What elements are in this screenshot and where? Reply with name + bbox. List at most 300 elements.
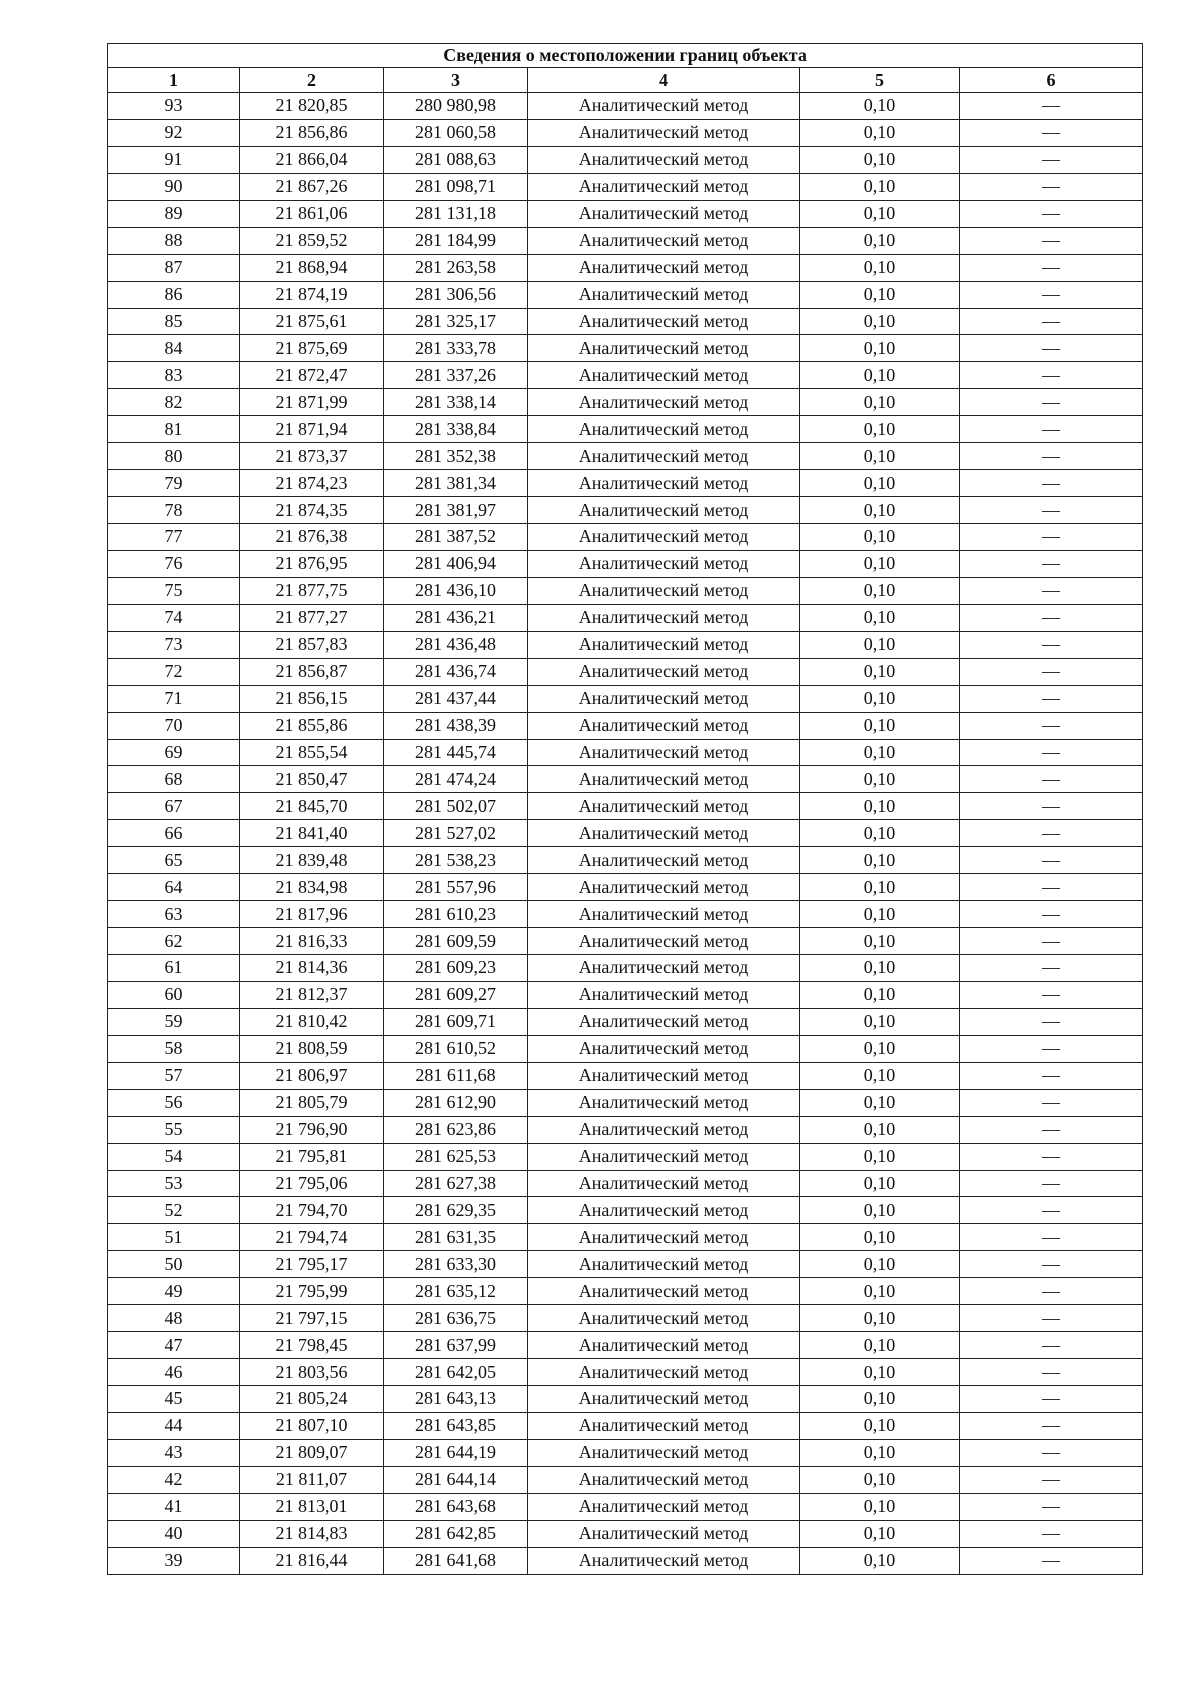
- cell-coordinate-x: 21 795,99: [240, 1278, 384, 1305]
- cell-point-number: 43: [108, 1439, 240, 1466]
- cell-method: Аналитический метод: [528, 281, 800, 308]
- cell-description: —: [960, 173, 1143, 200]
- cell-coordinate-y: 281 436,10: [384, 577, 528, 604]
- cell-coordinate-y: 281 088,63: [384, 146, 528, 173]
- cell-coordinate-x: 21 806,97: [240, 1062, 384, 1089]
- cell-point-number: 91: [108, 146, 240, 173]
- cell-method: Аналитический метод: [528, 820, 800, 847]
- cell-coordinate-x: 21 877,27: [240, 604, 384, 631]
- cell-description: —: [960, 739, 1143, 766]
- cell-accuracy: 0,10: [800, 1143, 960, 1170]
- cell-accuracy: 0,10: [800, 847, 960, 874]
- cell-accuracy: 0,10: [800, 227, 960, 254]
- cell-method: Аналитический метод: [528, 1305, 800, 1332]
- cell-accuracy: 0,10: [800, 1466, 960, 1493]
- cell-method: Аналитический метод: [528, 1170, 800, 1197]
- cell-description: —: [960, 1143, 1143, 1170]
- table-row: [108, 1466, 1143, 1493]
- cell-method: Аналитический метод: [528, 1251, 800, 1278]
- table-row: [108, 1520, 1143, 1547]
- cell-description: —: [960, 362, 1143, 389]
- cell-coordinate-y: 281 306,56: [384, 281, 528, 308]
- cell-coordinate-y: 281 557,96: [384, 874, 528, 901]
- cell-description: —: [960, 1520, 1143, 1547]
- table-row: [108, 577, 1143, 604]
- cell-method: Аналитический метод: [528, 497, 800, 524]
- cell-description: —: [960, 712, 1143, 739]
- cell-accuracy: 0,10: [800, 1412, 960, 1439]
- cell-point-number: 58: [108, 1035, 240, 1062]
- cell-description: —: [960, 874, 1143, 901]
- cell-method: Аналитический метод: [528, 793, 800, 820]
- cell-description: —: [960, 227, 1143, 254]
- cell-method: Аналитический метод: [528, 1412, 800, 1439]
- cell-point-number: 39: [108, 1547, 240, 1574]
- cell-point-number: 62: [108, 928, 240, 955]
- cell-description: —: [960, 416, 1143, 443]
- table-row: [108, 308, 1143, 335]
- cell-coordinate-y: 281 643,85: [384, 1412, 528, 1439]
- cell-accuracy: 0,10: [800, 793, 960, 820]
- cell-coordinate-x: 21 794,70: [240, 1197, 384, 1224]
- cell-point-number: 74: [108, 604, 240, 631]
- table-row: [108, 1089, 1143, 1116]
- cell-coordinate-y: 281 610,23: [384, 901, 528, 928]
- cell-point-number: 64: [108, 874, 240, 901]
- cell-method: Аналитический метод: [528, 631, 800, 658]
- cell-accuracy: 0,10: [800, 1170, 960, 1197]
- cell-coordinate-y: 281 627,38: [384, 1170, 528, 1197]
- cell-coordinate-y: 281 338,14: [384, 389, 528, 416]
- cell-description: —: [960, 497, 1143, 524]
- cell-method: Аналитический метод: [528, 362, 800, 389]
- cell-accuracy: 0,10: [800, 604, 960, 631]
- cell-coordinate-x: 21 874,35: [240, 497, 384, 524]
- table-row: [108, 550, 1143, 577]
- cell-coordinate-x: 21 855,54: [240, 739, 384, 766]
- cell-accuracy: 0,10: [800, 981, 960, 1008]
- cell-point-number: 88: [108, 227, 240, 254]
- cell-accuracy: 0,10: [800, 820, 960, 847]
- cell-accuracy: 0,10: [800, 1547, 960, 1574]
- table-row: [108, 847, 1143, 874]
- cell-coordinate-x: 21 834,98: [240, 874, 384, 901]
- cell-coordinate-y: 281 629,35: [384, 1197, 528, 1224]
- cell-coordinate-x: 21 803,56: [240, 1359, 384, 1386]
- table-row: [108, 1439, 1143, 1466]
- cell-description: —: [960, 631, 1143, 658]
- cell-description: —: [960, 1466, 1143, 1493]
- cell-coordinate-y: 281 338,84: [384, 416, 528, 443]
- cell-accuracy: 0,10: [800, 874, 960, 901]
- cell-point-number: 54: [108, 1143, 240, 1170]
- cell-point-number: 79: [108, 470, 240, 497]
- table-row: [108, 1251, 1143, 1278]
- cell-point-number: 63: [108, 901, 240, 928]
- cell-point-number: 71: [108, 685, 240, 712]
- cell-coordinate-y: 281 642,05: [384, 1359, 528, 1386]
- cell-coordinate-y: 281 609,59: [384, 928, 528, 955]
- cell-accuracy: 0,10: [800, 1224, 960, 1251]
- cell-point-number: 66: [108, 820, 240, 847]
- cell-coordinate-y: 281 502,07: [384, 793, 528, 820]
- cell-coordinate-y: 281 633,30: [384, 1251, 528, 1278]
- cell-coordinate-x: 21 795,81: [240, 1143, 384, 1170]
- cell-coordinate-y: 281 436,48: [384, 631, 528, 658]
- cell-point-number: 80: [108, 443, 240, 470]
- cell-coordinate-y: 281 352,38: [384, 443, 528, 470]
- cell-point-number: 70: [108, 712, 240, 739]
- table-row: [108, 874, 1143, 901]
- table-row: [108, 362, 1143, 389]
- cell-description: —: [960, 847, 1143, 874]
- column-header-6: 6: [960, 68, 1143, 93]
- cell-accuracy: 0,10: [800, 1520, 960, 1547]
- cell-point-number: 51: [108, 1224, 240, 1251]
- cell-coordinate-y: 281 263,58: [384, 254, 528, 281]
- table-row: [108, 524, 1143, 551]
- table-row: [108, 470, 1143, 497]
- cell-method: Аналитический метод: [528, 1493, 800, 1520]
- table-row: [108, 389, 1143, 416]
- cell-method: Аналитический метод: [528, 928, 800, 955]
- cell-accuracy: 0,10: [800, 712, 960, 739]
- cell-point-number: 83: [108, 362, 240, 389]
- cell-point-number: 56: [108, 1089, 240, 1116]
- cell-accuracy: 0,10: [800, 1197, 960, 1224]
- cell-accuracy: 0,10: [800, 631, 960, 658]
- cell-coordinate-x: 21 807,10: [240, 1412, 384, 1439]
- table-row: [108, 928, 1143, 955]
- cell-coordinate-x: 21 841,40: [240, 820, 384, 847]
- cell-description: —: [960, 928, 1143, 955]
- cell-coordinate-y: 281 184,99: [384, 227, 528, 254]
- cell-coordinate-y: 281 438,39: [384, 712, 528, 739]
- cell-description: —: [960, 1386, 1143, 1413]
- cell-description: —: [960, 281, 1143, 308]
- cell-coordinate-x: 21 795,17: [240, 1251, 384, 1278]
- cell-coordinate-x: 21 859,52: [240, 227, 384, 254]
- cell-method: Аналитический метод: [528, 308, 800, 335]
- cell-accuracy: 0,10: [800, 1008, 960, 1035]
- cell-method: Аналитический метод: [528, 1466, 800, 1493]
- cell-description: —: [960, 1439, 1143, 1466]
- cell-method: Аналитический метод: [528, 685, 800, 712]
- cell-description: —: [960, 308, 1143, 335]
- cell-method: Аналитический метод: [528, 577, 800, 604]
- cell-method: Аналитический метод: [528, 470, 800, 497]
- table-row: [108, 173, 1143, 200]
- cell-method: Аналитический метод: [528, 200, 800, 227]
- cell-point-number: 53: [108, 1170, 240, 1197]
- cell-point-number: 92: [108, 119, 240, 146]
- cell-method: Аналитический метод: [528, 901, 800, 928]
- cell-accuracy: 0,10: [800, 254, 960, 281]
- cell-point-number: 82: [108, 389, 240, 416]
- cell-point-number: 65: [108, 847, 240, 874]
- cell-coordinate-x: 21 876,95: [240, 550, 384, 577]
- cell-coordinate-y: 281 637,99: [384, 1332, 528, 1359]
- table-row: [108, 254, 1143, 281]
- cell-method: Аналитический метод: [528, 1197, 800, 1224]
- cell-description: —: [960, 1116, 1143, 1143]
- cell-coordinate-y: 281 609,23: [384, 955, 528, 982]
- cell-description: —: [960, 766, 1143, 793]
- cell-description: —: [960, 981, 1143, 1008]
- cell-coordinate-x: 21 875,61: [240, 308, 384, 335]
- column-header-2: 2: [240, 68, 384, 93]
- cell-point-number: 78: [108, 497, 240, 524]
- cell-description: —: [960, 1035, 1143, 1062]
- cell-coordinate-x: 21 839,48: [240, 847, 384, 874]
- table-row: [108, 955, 1143, 982]
- cell-accuracy: 0,10: [800, 766, 960, 793]
- cell-accuracy: 0,10: [800, 497, 960, 524]
- cell-coordinate-y: 281 643,68: [384, 1493, 528, 1520]
- cell-accuracy: 0,10: [800, 362, 960, 389]
- cell-coordinate-x: 21 856,15: [240, 685, 384, 712]
- cell-method: Аналитический метод: [528, 981, 800, 1008]
- cell-method: Аналитический метод: [528, 1278, 800, 1305]
- table-title: Сведения о местоположении границ объекта: [108, 44, 1143, 68]
- cell-coordinate-x: 21 795,06: [240, 1170, 384, 1197]
- table-title-row: [108, 44, 1143, 68]
- cell-coordinate-y: 281 436,74: [384, 658, 528, 685]
- cell-accuracy: 0,10: [800, 1035, 960, 1062]
- cell-point-number: 50: [108, 1251, 240, 1278]
- cell-coordinate-y: 281 337,26: [384, 362, 528, 389]
- cell-accuracy: 0,10: [800, 955, 960, 982]
- cell-method: Аналитический метод: [528, 335, 800, 362]
- cell-point-number: 85: [108, 308, 240, 335]
- cell-point-number: 45: [108, 1386, 240, 1413]
- column-header-3: 3: [384, 68, 528, 93]
- cell-description: —: [960, 1089, 1143, 1116]
- table-row: [108, 1332, 1143, 1359]
- cell-coordinate-y: 281 610,52: [384, 1035, 528, 1062]
- cell-point-number: 87: [108, 254, 240, 281]
- cell-coordinate-y: 281 642,85: [384, 1520, 528, 1547]
- table-row: [108, 739, 1143, 766]
- table-row: [108, 631, 1143, 658]
- cell-description: —: [960, 550, 1143, 577]
- cell-description: —: [960, 1305, 1143, 1332]
- cell-method: Аналитический метод: [528, 604, 800, 631]
- cell-accuracy: 0,10: [800, 1251, 960, 1278]
- cell-coordinate-x: 21 808,59: [240, 1035, 384, 1062]
- cell-description: —: [960, 470, 1143, 497]
- cell-point-number: 76: [108, 550, 240, 577]
- cell-coordinate-x: 21 857,83: [240, 631, 384, 658]
- cell-accuracy: 0,10: [800, 1089, 960, 1116]
- cell-accuracy: 0,10: [800, 200, 960, 227]
- cell-coordinate-x: 21 813,01: [240, 1493, 384, 1520]
- cell-point-number: 60: [108, 981, 240, 1008]
- cell-accuracy: 0,10: [800, 470, 960, 497]
- cell-point-number: 42: [108, 1466, 240, 1493]
- table-row: [108, 604, 1143, 631]
- cell-description: —: [960, 1278, 1143, 1305]
- table-row: [108, 146, 1143, 173]
- table-row: [108, 685, 1143, 712]
- cell-coordinate-y: 281 635,12: [384, 1278, 528, 1305]
- cell-coordinate-y: 281 325,17: [384, 308, 528, 335]
- cell-coordinate-x: 21 871,99: [240, 389, 384, 416]
- cell-coordinate-y: 281 641,68: [384, 1547, 528, 1574]
- cell-method: Аналитический метод: [528, 1224, 800, 1251]
- table-row: [108, 1412, 1143, 1439]
- cell-coordinate-x: 21 814,83: [240, 1520, 384, 1547]
- column-header-5: 5: [800, 68, 960, 93]
- cell-description: —: [960, 901, 1143, 928]
- cell-point-number: 72: [108, 658, 240, 685]
- cell-coordinate-x: 21 874,23: [240, 470, 384, 497]
- cell-description: —: [960, 685, 1143, 712]
- cell-coordinate-x: 21 856,87: [240, 658, 384, 685]
- table-row: [108, 1008, 1143, 1035]
- table-row: [108, 1170, 1143, 1197]
- cell-coordinate-x: 21 867,26: [240, 173, 384, 200]
- cell-method: Аналитический метод: [528, 1116, 800, 1143]
- cell-coordinate-x: 21 811,07: [240, 1466, 384, 1493]
- cell-accuracy: 0,10: [800, 1305, 960, 1332]
- table-row: [108, 281, 1143, 308]
- cell-coordinate-x: 21 817,96: [240, 901, 384, 928]
- cell-point-number: 40: [108, 1520, 240, 1547]
- cell-accuracy: 0,10: [800, 389, 960, 416]
- cell-coordinate-y: 281 131,18: [384, 200, 528, 227]
- cell-description: —: [960, 1412, 1143, 1439]
- cell-method: Аналитический метод: [528, 146, 800, 173]
- table-row: [108, 227, 1143, 254]
- cell-coordinate-x: 21 861,06: [240, 200, 384, 227]
- cell-method: Аналитический метод: [528, 1035, 800, 1062]
- cell-coordinate-x: 21 845,70: [240, 793, 384, 820]
- cell-point-number: 86: [108, 281, 240, 308]
- cell-coordinate-y: 281 098,71: [384, 173, 528, 200]
- cell-accuracy: 0,10: [800, 685, 960, 712]
- cell-coordinate-x: 21 866,04: [240, 146, 384, 173]
- cell-accuracy: 0,10: [800, 443, 960, 470]
- cell-accuracy: 0,10: [800, 739, 960, 766]
- cell-point-number: 90: [108, 173, 240, 200]
- cell-coordinate-y: 281 474,24: [384, 766, 528, 793]
- table-row: [108, 820, 1143, 847]
- cell-point-number: 89: [108, 200, 240, 227]
- cell-accuracy: 0,10: [800, 146, 960, 173]
- cell-coordinate-y: 281 644,19: [384, 1439, 528, 1466]
- table-row: [108, 1062, 1143, 1089]
- cell-coordinate-y: 281 387,52: [384, 524, 528, 551]
- cell-description: —: [960, 524, 1143, 551]
- cell-coordinate-y: 281 436,21: [384, 604, 528, 631]
- table-row: [108, 1224, 1143, 1251]
- cell-description: —: [960, 1332, 1143, 1359]
- cell-point-number: 59: [108, 1008, 240, 1035]
- cell-method: Аналитический метод: [528, 1089, 800, 1116]
- cell-description: —: [960, 254, 1143, 281]
- cell-coordinate-y: 281 406,94: [384, 550, 528, 577]
- cell-method: Аналитический метод: [528, 955, 800, 982]
- cell-coordinate-x: 21 816,33: [240, 928, 384, 955]
- cell-point-number: 67: [108, 793, 240, 820]
- table-body: [108, 93, 1143, 1575]
- cell-accuracy: 0,10: [800, 281, 960, 308]
- cell-point-number: 81: [108, 416, 240, 443]
- cell-description: —: [960, 443, 1143, 470]
- cell-description: —: [960, 658, 1143, 685]
- cell-method: Аналитический метод: [528, 1386, 800, 1413]
- table-row: [108, 1359, 1143, 1386]
- cell-coordinate-y: 281 527,02: [384, 820, 528, 847]
- table-row: [108, 1197, 1143, 1224]
- table-row: [108, 766, 1143, 793]
- cell-coordinate-y: 281 381,97: [384, 497, 528, 524]
- cell-coordinate-y: 281 445,74: [384, 739, 528, 766]
- cell-coordinate-y: 281 611,68: [384, 1062, 528, 1089]
- table-row: [108, 497, 1143, 524]
- cell-point-number: 44: [108, 1412, 240, 1439]
- cell-accuracy: 0,10: [800, 1116, 960, 1143]
- cell-accuracy: 0,10: [800, 524, 960, 551]
- cell-method: Аналитический метод: [528, 550, 800, 577]
- cell-method: Аналитический метод: [528, 227, 800, 254]
- cell-description: —: [960, 793, 1143, 820]
- cell-point-number: 77: [108, 524, 240, 551]
- cell-accuracy: 0,10: [800, 308, 960, 335]
- cell-accuracy: 0,10: [800, 1493, 960, 1520]
- cell-method: Аналитический метод: [528, 416, 800, 443]
- cell-coordinate-y: 281 623,86: [384, 1116, 528, 1143]
- cell-coordinate-x: 21 805,79: [240, 1089, 384, 1116]
- cell-accuracy: 0,10: [800, 1332, 960, 1359]
- cell-point-number: 57: [108, 1062, 240, 1089]
- cell-point-number: 61: [108, 955, 240, 982]
- cell-accuracy: 0,10: [800, 1062, 960, 1089]
- table-row: [108, 1386, 1143, 1413]
- cell-point-number: 69: [108, 739, 240, 766]
- cell-description: —: [960, 955, 1143, 982]
- cell-accuracy: 0,10: [800, 416, 960, 443]
- cell-accuracy: 0,10: [800, 119, 960, 146]
- cell-method: Аналитический метод: [528, 1359, 800, 1386]
- cell-point-number: 75: [108, 577, 240, 604]
- cell-method: Аналитический метод: [528, 766, 800, 793]
- cell-point-number: 68: [108, 766, 240, 793]
- cell-accuracy: 0,10: [800, 928, 960, 955]
- table-row: [108, 1305, 1143, 1332]
- cell-coordinate-x: 21 855,86: [240, 712, 384, 739]
- cell-method: Аналитический метод: [528, 1520, 800, 1547]
- cell-method: Аналитический метод: [528, 254, 800, 281]
- cell-accuracy: 0,10: [800, 173, 960, 200]
- cell-point-number: 52: [108, 1197, 240, 1224]
- column-header-1: 1: [108, 68, 240, 93]
- cell-coordinate-x: 21 873,37: [240, 443, 384, 470]
- cell-coordinate-x: 21 850,47: [240, 766, 384, 793]
- table-row: [108, 1035, 1143, 1062]
- cell-point-number: 93: [108, 93, 240, 120]
- cell-accuracy: 0,10: [800, 658, 960, 685]
- cell-description: —: [960, 1197, 1143, 1224]
- cell-description: —: [960, 820, 1143, 847]
- cell-coordinate-x: 21 877,75: [240, 577, 384, 604]
- cell-method: Аналитический метод: [528, 93, 800, 120]
- table-row: [108, 1547, 1143, 1574]
- cell-method: Аналитический метод: [528, 1008, 800, 1035]
- cell-coordinate-x: 21 810,42: [240, 1008, 384, 1035]
- table-row: [108, 200, 1143, 227]
